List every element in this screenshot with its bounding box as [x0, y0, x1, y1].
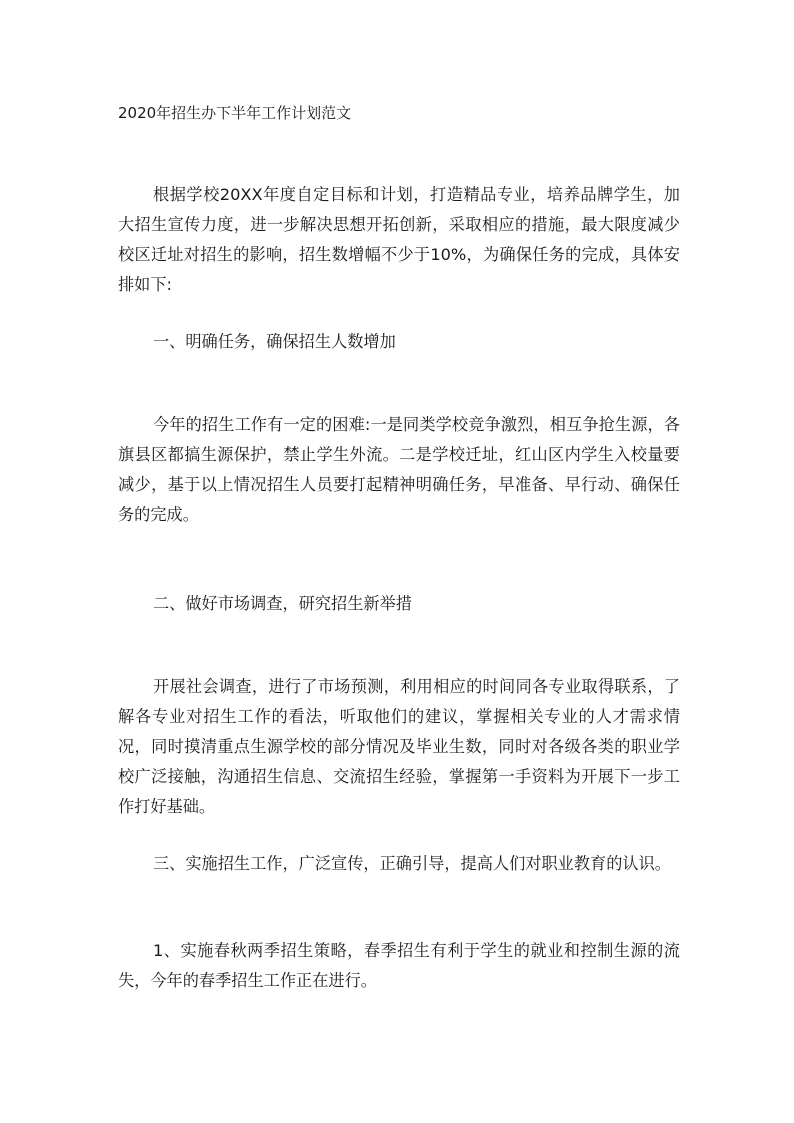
document-title: 2020年招生办下半年工作计划范文 [118, 104, 352, 122]
item-1-paragraph: 1、实施春秋两季招生策略，春季招生有利于学生的就业和控制生源的流失，今年的春季招生工作正在进行。 [118, 941, 680, 990]
section-1-heading: 一、明确任务，确保招生人数增加 [153, 332, 396, 351]
section-2-heading: 二、做好市场调查，研究招生新举措 [153, 594, 412, 613]
section-3-heading: 三、实施招生工作，广泛宣传，正确引导，提高人们对职业教育的认识。 [153, 854, 671, 873]
section-1-paragraph: 今年的招生工作有一定的困难:一是同类学校竞争激烈，相互争抢生源，各旗县区都搞生源保护，禁止学生外流。二是学校迁址，红山区内学生入校量要减少，基于以上情况招生人员要打起精神明确任务，早准备、早行动、确保任务的完成。 [118, 415, 680, 524]
section-2-paragraph: 开展社会调查，进行了市场预测，利用相应的时间同各专业取得联系，了解各专业对招生工作的看法，听取他们的建议，掌握相关专业的人才需求情况，同时摸清重点生源学校的部分情况及毕业生数，同时对各级各类的职业学校广泛接触，沟通招生信息、交流招生经验，掌握第一手资料为开展下一步工作打好基础。 [118, 677, 680, 816]
intro-paragraph: 根据学校20XX年度自定目标和计划，打造精品专业，培养品牌学生，加大招生宣传力度，进一步解决思想开拓创新，采取相应的措施，最大限度减少校区迁址对招生的影响，招生数增幅不少于10%，为确保任务的完成，具体安排如下: [118, 185, 680, 294]
